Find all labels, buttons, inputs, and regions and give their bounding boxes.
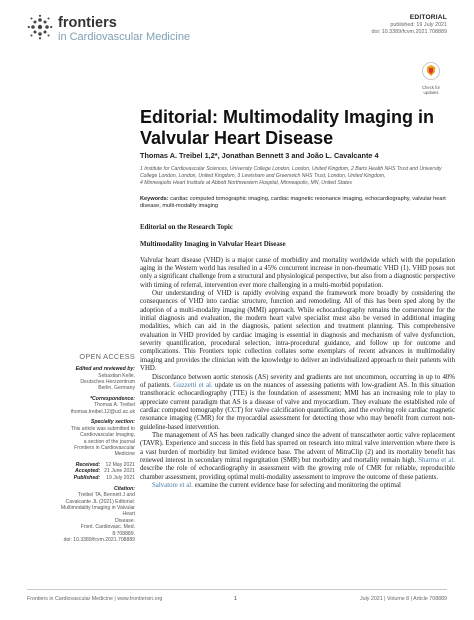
article-doi[interactable]: doi: 10.3389/fcvm.2021.708889 bbox=[371, 29, 447, 35]
citation-line: Cavalcante JL (2021) Editorial: bbox=[65, 498, 135, 505]
paragraph-text: describe the role of echocardiography in assessment with the growing role of CMR for reliable, reproducible chamber assessment, providing optimal multi-modality assessment to improve the outcome of these patients. bbox=[140, 465, 455, 481]
keywords-text: cardiac computed tomographic imaging, cardiac magnetic resonance imaging, echocardiography, valvular heart disease, multi-modality imaging bbox=[140, 196, 446, 210]
open-access-label: OPEN ACCESS bbox=[79, 352, 135, 361]
page-footer bbox=[0, 589, 474, 620]
affiliation-line: 1 Institute for Cardiovascular Sciences, University College London, London, United Kingdom, 2 Barts Health NHS Trust and University College London, London, United Kingdom, 3 Lewisham and Greenwich NHS Trust, London, United Kingdom, bbox=[140, 166, 442, 179]
correspondence-block bbox=[60, 396, 135, 415]
paragraph-text: The management of AS has been radically changed since the advent of transcatheter aortic valve replacement (TAVR). Experience and success in this field has spurred on research into mitral valve intervention where there is a vast burden of morbidity but limited evidence base. The advent of MitraClip (2) and its mortality benefit has renewed interest in secondary mitral regurgitation (SMR) but morbidity and mortality remain high. bbox=[140, 431, 455, 464]
edited-by-label: Edited and reviewed by: bbox=[75, 366, 135, 372]
footer-journal[interactable]: Frontiers in Cardiovascular Medicine | www.frontiersin.org bbox=[27, 596, 163, 602]
author-list: Thomas A. Treibel 1,2*, Jonathan Bennett 3 and João L. Cavalcante 4 bbox=[140, 151, 379, 160]
page-number: 1 bbox=[234, 596, 237, 602]
footer-divider bbox=[27, 589, 447, 590]
specialty-line: Frontiers in Cardiovascular Medicine bbox=[74, 445, 135, 458]
specialty-line: Cardiovascular Imaging, bbox=[80, 432, 135, 439]
received-label: Received: bbox=[75, 461, 101, 468]
check-updates-label: Check for updates bbox=[422, 85, 440, 95]
published-label: Published: bbox=[73, 475, 101, 482]
brand-name: frontiers bbox=[58, 15, 117, 31]
paragraph bbox=[140, 374, 455, 432]
specialty-label: Specialty section: bbox=[90, 419, 135, 426]
correspondence-email[interactable]: thomas.treibel.12@ucl.ac.uk bbox=[70, 408, 135, 415]
received-date: 12 May 2021 bbox=[105, 461, 135, 468]
citation-doi[interactable]: doi: 10.3389/fcvm.2021.708889 bbox=[63, 537, 135, 544]
affiliations bbox=[140, 166, 455, 187]
article-title: Editorial: Multimodality Imaging in Valvular Heart Disease bbox=[140, 107, 435, 148]
paragraph: Our understanding of VHD is rapidly evolving expand the framework more broadly by considering the consequences of VHD into cardiac structure, function and remodeling. All of this has been sped along by the adoption of a multi-modality imaging (MMI) approach. While echocardiography remains the cornerstone for the initial diagnosis and evaluation, the modern heart valve specialist must also be versed in additional imaging modalities, which can aid in the diagnosis, patient selection and treatment planning. This comprehensive evaluation in VHD provided by cardiac imaging is essential in diagnosis and mechanism of valve dysfunction, severity quantification, procedural selection, intra-procedural guidance, and follow up for outcome and complications. This Frontiers topic collection collates some exemplars of recent advances in multimodality imaging and provides the clinician with the knowledge to deliver an individualized approach to their patients with VHD. bbox=[140, 290, 455, 373]
citation-link[interactable]: Sharma et al. bbox=[418, 456, 455, 464]
paragraph-text: Discordance between aortic stenosis (AS) severity and gradients are not uncommon, occurring in up to 40% of patients. bbox=[140, 373, 455, 389]
article-type: EDITORIAL bbox=[409, 14, 447, 21]
check-for-updates-button[interactable] bbox=[416, 62, 446, 96]
keywords bbox=[140, 196, 455, 211]
editor-line: Berlin, Germany bbox=[98, 385, 135, 392]
paragraph bbox=[140, 432, 455, 482]
accepted-date: 21 June 2021 bbox=[104, 468, 135, 475]
citation-line: Front. Cardiovasc. Med. 8:708889. bbox=[80, 524, 135, 537]
correspondence-label: *Correspondence: bbox=[90, 395, 135, 402]
published-date-sidebar: 19 July 2021 bbox=[106, 475, 135, 482]
editor-line: Deutsches Herzzentrum bbox=[80, 379, 135, 385]
footer-volume: July 2021 | Volume 8 | Article 708889 bbox=[360, 596, 447, 602]
citation-label: Citation: bbox=[113, 485, 135, 492]
editor-line: Sebastian Kelle, bbox=[98, 372, 135, 379]
article-meta bbox=[371, 14, 447, 36]
affiliation-line: 4 Minneapolis Heart Institute at Abbott Northwestern Hospital, Minneapolis, MN, United States bbox=[140, 179, 352, 186]
citation-line: Treibel TA, Bennett J and bbox=[77, 492, 135, 499]
citation-link[interactable]: Salvatore et al. bbox=[152, 481, 193, 489]
paragraph-text: examine the current evidence base for selecting and monitoring the optimal bbox=[192, 481, 401, 489]
paragraph-text: update us on the nuances of assessing patients with low-gradient AS. In this situation transthoracic echocardiography (TTE) is the foundation of assessment; MMI has an increasing role to play to appreciate current paradigm that AS is a disease of valve and myocardium. They evaluate the established role of cardiac computed tomography (CCT) for valve calcification quantification, and the evolving role cardiac magnetic resonance imaging (CMR) for the myocardial assessment for detecting those who may benefit from current non-guideline-based intervention. bbox=[140, 381, 455, 431]
article-dates bbox=[60, 462, 135, 482]
citation-link[interactable]: Guzzetti et al. bbox=[173, 381, 213, 389]
citation-line: Disease. bbox=[115, 517, 135, 524]
edited-by-block bbox=[60, 366, 135, 392]
specialty-line: a section of the journal bbox=[83, 438, 135, 445]
citation-line: Multimodality Imaging in Valvular Heart bbox=[60, 505, 135, 518]
published-date: published: 19 July 2021 bbox=[390, 22, 447, 28]
frontiers-logo-icon bbox=[27, 14, 53, 40]
research-topic-title[interactable]: Multimodality Imaging in Valvular Heart Disease bbox=[140, 241, 286, 249]
section-heading: Editorial on the Research Topic bbox=[140, 224, 233, 231]
article-sidebar bbox=[60, 352, 135, 547]
citation-block bbox=[60, 486, 135, 544]
paragraph bbox=[140, 482, 455, 490]
journal-brand bbox=[58, 16, 190, 44]
specialty-block bbox=[60, 419, 135, 458]
paragraph: Valvular heart disease (VHD) is a major cause of morbidity and mortality worldwide which with the population aging in the Western world has resulted in a 45% concurrent increase in non-rheumatic VHD (1). VHD poses not only a significant challenge from a structural and physiological perspective, but also from a diagnostic perspective with timing of referral, intervention ever more challenging in a multi-morbid population. bbox=[140, 256, 455, 289]
accepted-label: Accepted: bbox=[75, 468, 101, 475]
article-body bbox=[140, 224, 455, 490]
journal-name: in Cardiovascular Medicine bbox=[58, 31, 191, 43]
keywords-label: Keywords: bbox=[140, 196, 169, 202]
correspondence-name: Thomas A. Treibel bbox=[93, 402, 135, 409]
check-updates-icon bbox=[422, 62, 440, 80]
specialty-line: This article was submitted to bbox=[70, 425, 135, 432]
